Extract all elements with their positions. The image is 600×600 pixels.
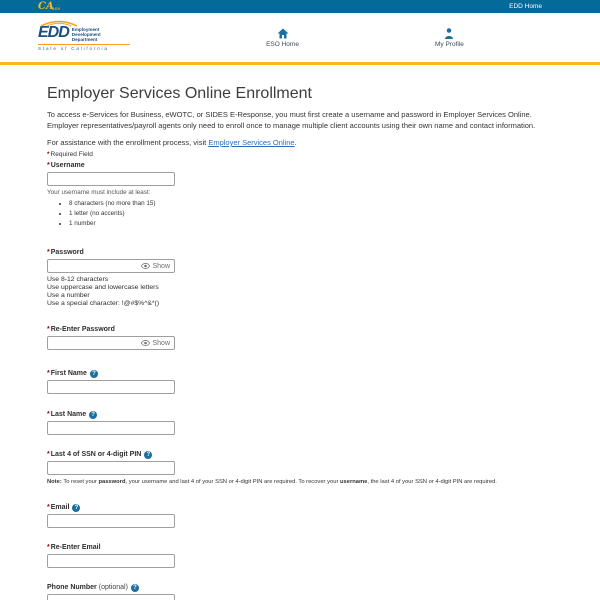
reenter-password-label: *Re-Enter Password xyxy=(47,326,115,333)
phone-label: Phone Number (optional) ? xyxy=(47,584,555,592)
password-rule: Use uppercase and lowercase letters xyxy=(47,284,159,291)
required-asterisk: * xyxy=(47,504,50,511)
phone-input[interactable] xyxy=(47,594,175,600)
edd-line-3: Department xyxy=(71,36,98,42)
edd-logo-top xyxy=(38,24,130,42)
page-title: Employer Services Online Enrollment xyxy=(47,85,312,102)
required-asterisk: * xyxy=(47,249,50,256)
phone-group xyxy=(47,584,555,600)
edd-tagline: State of California xyxy=(38,44,130,52)
employer-services-online-link[interactable]: Employer Services Online xyxy=(208,138,295,147)
password-group xyxy=(47,249,555,308)
main-nav xyxy=(130,28,600,48)
help-icon[interactable]: ? xyxy=(131,584,139,592)
password-rules xyxy=(47,276,555,308)
ssn-pin-group xyxy=(47,451,555,486)
edd-department-name xyxy=(72,27,101,42)
edd-logo[interactable] xyxy=(38,24,130,52)
password-label: *Password xyxy=(47,249,84,256)
email-group xyxy=(47,504,555,528)
required-asterisk: * xyxy=(47,544,50,551)
page-header xyxy=(0,0,600,65)
nav-my-profile[interactable] xyxy=(435,28,464,48)
password-rule: Use a special character: !@#$%^&*() xyxy=(47,300,160,307)
assistance-prefix: For assistance with the enrollment process, visit xyxy=(47,138,209,147)
nav-eso-home-label: ESO Home xyxy=(266,40,299,48)
ssn-pin-label: *Last 4 of SSN or 4-digit PIN ? xyxy=(47,451,555,459)
first-name-input[interactable] xyxy=(47,380,175,394)
show-reenter-password-label: Show xyxy=(152,339,170,347)
accent-rule xyxy=(0,62,600,65)
first-name-group xyxy=(47,370,555,394)
reenter-password-input[interactable] xyxy=(48,339,141,348)
username-hint-item: • 8 characters (no more than 15) xyxy=(69,199,555,209)
required-asterisk: * xyxy=(47,370,50,377)
email-label: *Email ? xyxy=(47,504,555,512)
show-password-label: Show xyxy=(152,262,170,270)
edd-acronym: EDD xyxy=(38,23,69,41)
enrollment-form xyxy=(0,85,600,600)
last-name-group xyxy=(47,411,555,435)
person-icon xyxy=(444,28,454,39)
assistance-text xyxy=(47,138,555,147)
required-asterisk: * xyxy=(47,326,50,333)
help-icon[interactable]: ? xyxy=(144,451,152,459)
ssn-pin-input[interactable] xyxy=(47,461,175,475)
username-hint-item: • 1 letter (no accents) xyxy=(69,209,555,219)
eye-icon xyxy=(141,263,150,269)
intro-text: To access e-Services for Business, eWOTC, or SIDES E-Response, you must first create a username and password in Employer Services Online. Employer representatives/payroll agents only need to enroll once to manage multiple client accounts using their own name and contact information. xyxy=(47,110,536,130)
reenter-email-label: *Re-Enter Email xyxy=(47,544,101,551)
help-icon[interactable]: ? xyxy=(72,504,80,512)
required-asterisk: * xyxy=(47,451,50,458)
required-asterisk: * xyxy=(47,151,50,158)
first-name-label: *First Name ? xyxy=(47,370,555,378)
show-password-button[interactable] xyxy=(141,263,174,270)
email-input[interactable] xyxy=(47,514,175,528)
username-hint-list xyxy=(69,199,555,229)
optional-label: (optional) xyxy=(98,584,128,591)
nav-my-profile-label: My Profile xyxy=(435,40,464,48)
show-reenter-password-button[interactable] xyxy=(141,340,174,347)
password-rule: Use 8-12 characters xyxy=(47,276,109,283)
username-input[interactable] xyxy=(47,172,175,186)
help-icon[interactable]: ? xyxy=(90,370,98,378)
username-label: *Username xyxy=(47,162,85,169)
edd-logo-arcs-icon xyxy=(39,19,79,27)
reenter-password-group xyxy=(47,326,555,350)
required-asterisk: * xyxy=(47,411,50,418)
edd-home-link[interactable]: EDD Home xyxy=(509,3,542,10)
home-icon xyxy=(277,28,289,39)
reenter-email-input[interactable] xyxy=(47,554,175,568)
ca-gov-logo-sub: GOV xyxy=(51,6,61,11)
edd-line-2: Development xyxy=(71,31,101,37)
last-name-label: *Last Name ? xyxy=(47,411,555,419)
branding-bar xyxy=(0,13,600,62)
password-field xyxy=(47,259,175,273)
username-hint-item: • 1 number xyxy=(69,219,555,229)
nav-eso-home[interactable] xyxy=(266,28,299,48)
ssn-pin-note: Note: To reset your password, your username and last 4 of your SSN or 4-digit PIN are required. To recover your username, the last 4 of your SSN or 4-digit PIN are required. xyxy=(47,479,497,485)
reenter-password-field xyxy=(47,336,175,350)
required-field-note xyxy=(47,151,555,158)
username-group xyxy=(47,162,555,229)
username-hint-title: Your username must include at least: xyxy=(47,189,151,196)
edd-line-1: Employment xyxy=(71,26,100,32)
eye-icon xyxy=(141,340,150,346)
password-input[interactable] xyxy=(48,262,141,271)
reenter-email-group xyxy=(47,544,555,568)
help-icon[interactable]: ? xyxy=(89,411,97,419)
ca-gov-logo-text: CA xyxy=(38,0,54,12)
password-rule: Use a number xyxy=(47,292,90,299)
last-name-input[interactable] xyxy=(47,421,175,435)
ca-gov-logo[interactable] xyxy=(38,2,60,12)
assistance-suffix: . xyxy=(294,138,297,147)
required-field-label: Required Field xyxy=(50,151,93,158)
required-asterisk: * xyxy=(47,162,50,169)
utility-bar xyxy=(0,0,600,13)
